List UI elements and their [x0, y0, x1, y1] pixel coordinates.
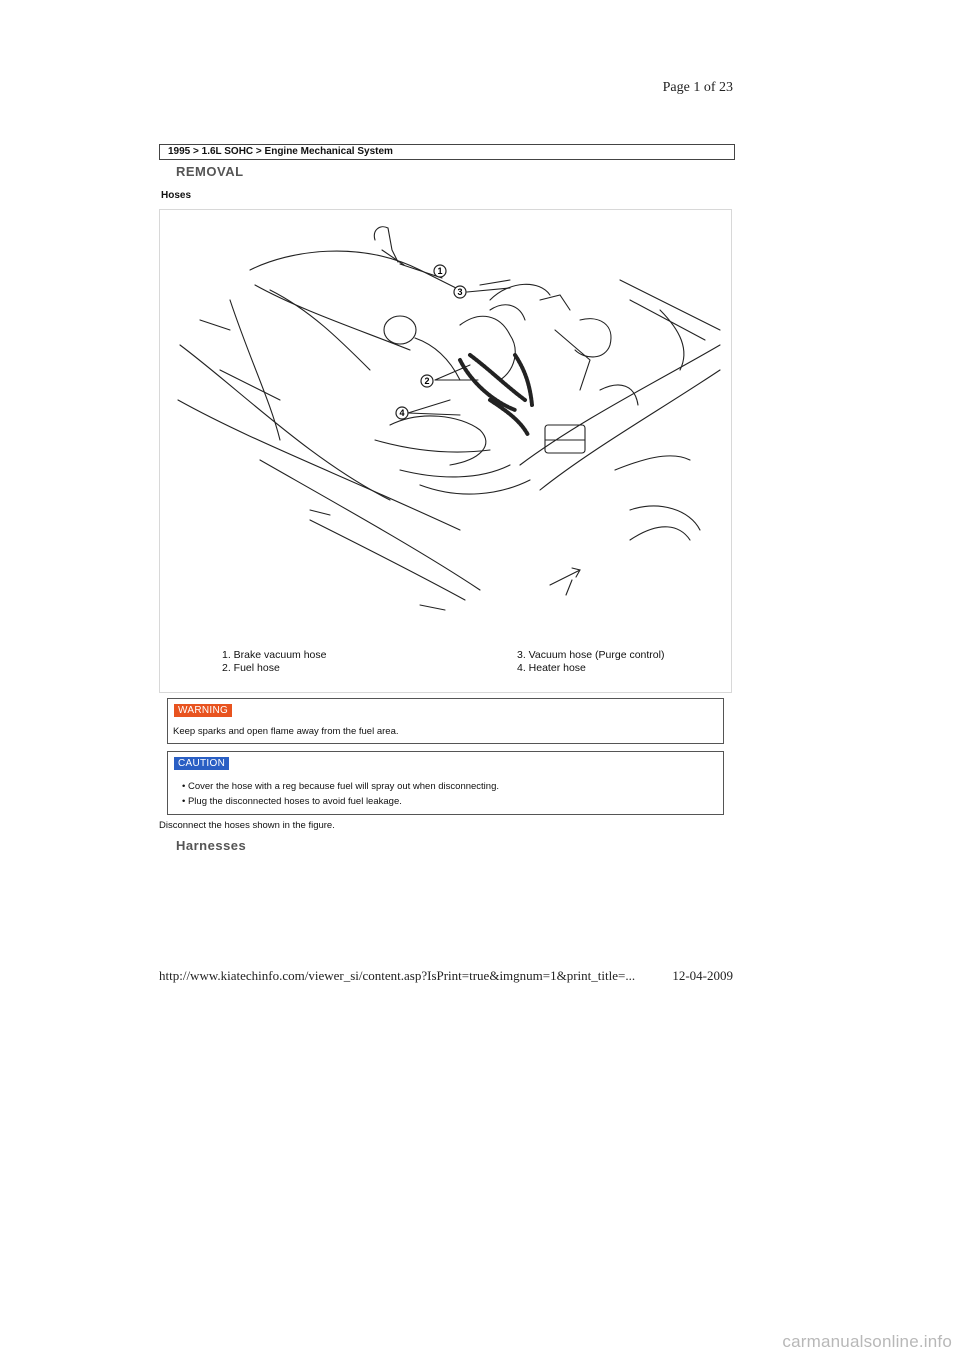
- legend-item-3: 3. Vacuum hose (Purge control): [517, 649, 665, 661]
- warning-box: [167, 698, 724, 744]
- subsection-title: Hoses: [161, 190, 192, 201]
- footer-date: 12-04-2009: [672, 968, 733, 983]
- caution-item-1: • Cover the hose with a reg because fuel will spray out when disconnecting.: [182, 781, 500, 792]
- engine-hoses-figure: [159, 209, 732, 693]
- callout-markers: [396, 265, 466, 419]
- caution-item-2: • Plug the disconnected hoses to avoid fuel leakage.: [182, 796, 402, 807]
- callout-1: 1: [437, 266, 443, 276]
- caution-badge: CAUTION: [174, 757, 229, 770]
- warning-badge: WARNING: [174, 704, 232, 717]
- watermark: carmanualsonline.info: [782, 1332, 952, 1351]
- caution-box: [167, 751, 724, 815]
- footer-url[interactable]: http://www.kiatechinfo.com/viewer_si/content.asp?IsPrint=true&imgnum=1&print_title=...: [159, 968, 636, 983]
- callout-3: 3: [457, 287, 463, 297]
- engine-line-drawing: [160, 210, 731, 692]
- page-number: Page 1 of 23: [662, 80, 733, 95]
- page-footer: [159, 968, 733, 984]
- breadcrumb: 1995 > 1.6L SOHC > Engine Mechanical System: [159, 144, 735, 160]
- legend-item-4: 4. Heater hose: [517, 662, 586, 674]
- section-title: REMOVAL: [176, 164, 244, 179]
- legend-item-2: 2. Fuel hose: [222, 662, 280, 674]
- legend-item-1: 1. Brake vacuum hose: [222, 649, 327, 661]
- warning-text: Keep sparks and open flame away from the fuel area.: [173, 726, 399, 737]
- instruction-text: Disconnect the hoses shown in the figure.: [159, 820, 335, 831]
- callout-2: 2: [424, 376, 430, 386]
- callout-4: 4: [399, 408, 405, 418]
- next-section-title: Harnesses: [176, 838, 247, 853]
